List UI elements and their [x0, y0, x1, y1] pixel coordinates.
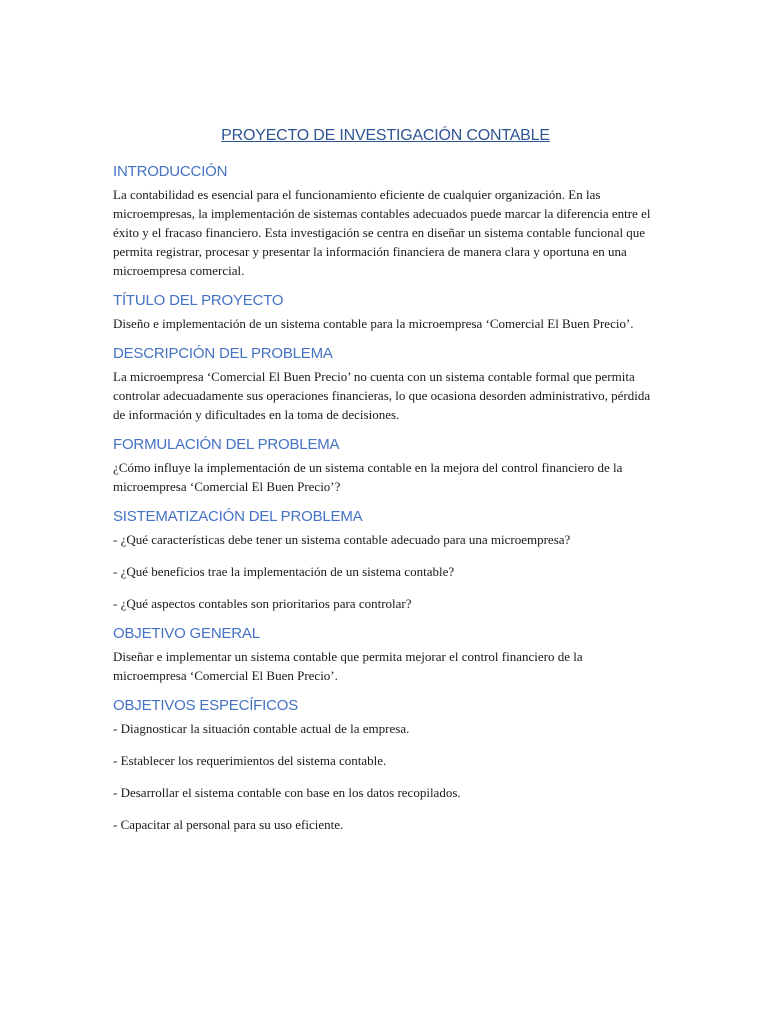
section-paragraph: Diseñar e implementar un sistema contable que permita mejorar el control financiero de la microempresa ‘Comercial El Buen Precio’.: [113, 649, 583, 683]
list-item: - Desarrollar el sistema contable con base en los datos recopilados.: [113, 785, 461, 800]
section-heading: OBJETIVOS ESPECÍFICOS: [113, 697, 299, 714]
section-heading: TÍTULO DEL PROYECTO: [113, 292, 284, 309]
section-paragraph: La microempresa ‘Comercial El Buen Precio’ no cuenta con un sistema contable formal que permita controlar adecuadamente sus operaciones financieras, lo que ocasiona desorden administrativo, pérdida de información y dificultades en la toma de decisiones.: [113, 369, 651, 422]
list-item: - Establecer los requerimientos del sistema contable.: [113, 753, 387, 768]
document-page: [113, 126, 658, 845]
section-heading: DESCRIPCIÓN DEL PROBLEMA: [113, 345, 333, 362]
section-formulacion-del-problema: [113, 435, 658, 496]
section-paragraph: La contabilidad es esencial para el funcionamiento eficiente de cualquier organización. En las microempresas, la implementación de sistemas contables adecuados puede marcar la diferencia entre el éxito y el fracaso financiero. Esta investigación se centra en diseñar un sistema contable funcional que permita registrar, procesar y presentar la información financiera de manera clara y oportuna en una microempresa comercial.: [113, 187, 651, 278]
section-sistematizacion-del-problema: [113, 507, 658, 613]
section-objetivos-especificos: [113, 696, 658, 834]
section-paragraph: ¿Cómo influye la implementación de un sistema contable en la mejora del control financiero de la microempresa ‘Comercial El Buen Precio’?: [113, 460, 623, 494]
section-heading: FORMULACIÓN DEL PROBLEMA: [113, 436, 340, 453]
list-item: - Capacitar al personal para su uso eficiente.: [113, 817, 344, 832]
section-descripcion-del-problema: [113, 344, 658, 424]
section-introduccion: [113, 162, 658, 280]
section-heading: INTRODUCCIÓN: [113, 163, 228, 180]
list-item: - ¿Qué aspectos contables son prioritarios para controlar?: [113, 596, 412, 611]
section-titulo-del-proyecto: [113, 291, 658, 333]
section-heading: OBJETIVO GENERAL: [113, 625, 260, 642]
document-title: PROYECTO DE INVESTIGACIÓN CONTABLE: [221, 127, 550, 144]
list-item: - ¿Qué beneficios trae la implementación de un sistema contable?: [113, 564, 455, 579]
section-paragraph: Diseño e implementación de un sistema contable para la microempresa ‘Comercial El Buen Precio’.: [113, 316, 634, 331]
section-objetivo-general: [113, 624, 658, 685]
list-item: - ¿Qué características debe tener un sistema contable adecuado para una microempresa?: [113, 532, 571, 547]
section-heading: SISTEMATIZACIÓN DEL PROBLEMA: [113, 508, 363, 525]
list-item: - Diagnosticar la situación contable actual de la empresa.: [113, 721, 410, 736]
